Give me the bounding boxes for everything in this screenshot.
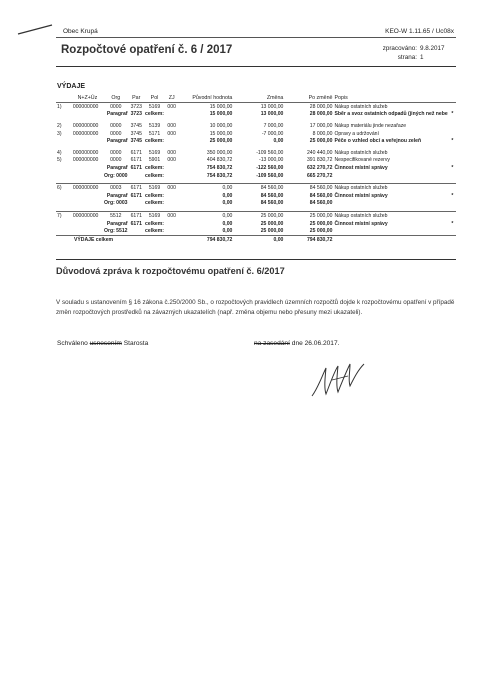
subtotal-row [56, 111, 456, 119]
row-original-value: 10 000,00 [209, 122, 233, 129]
row-change: 7 000,00 [263, 122, 284, 129]
row-number [56, 137, 72, 145]
row-number [56, 164, 72, 172]
section-heading: VÝDAJE [57, 83, 86, 90]
table-row [56, 122, 456, 130]
row-pol: celkem: [145, 172, 164, 179]
approval-struck-word: usnesením [89, 340, 122, 347]
row-description: Nákup materiálu jinde nezařaze [334, 122, 407, 129]
row-pol: celkem: [145, 111, 164, 118]
row-change: -109 560,00 [256, 172, 284, 179]
column-header: Po změně [284, 93, 333, 103]
row-zj [165, 220, 178, 228]
row-org: 0000 [110, 122, 122, 129]
row-description: Péče o vzhled obcí a veřejnou zeleň [334, 138, 422, 145]
row-org: Paragraf [106, 220, 128, 227]
header-mark-spacer [449, 93, 456, 103]
row-nzu: 000000000 [72, 184, 103, 192]
row-original-value: 0,00 [178, 212, 233, 220]
row-nzu [72, 164, 103, 172]
row-change: -13 000,00 [259, 157, 284, 164]
row-mark [449, 103, 456, 111]
row-org: Paragraf [106, 164, 128, 171]
row-pol: celkem: [145, 138, 164, 145]
row-pol: 5171 [148, 130, 161, 137]
row-nzu [72, 192, 103, 200]
row-original-value: 350 000,00 [206, 149, 233, 156]
row-number: 6) [56, 184, 72, 192]
row-original-value: 0,00 [222, 192, 233, 199]
column-header: ZJ [165, 93, 178, 103]
row-description [333, 227, 448, 235]
organization-name: Obec Krupá [63, 28, 98, 35]
row-change: 25 000,00 [260, 228, 284, 235]
row-par [129, 172, 145, 180]
row-pol: 5169 [144, 184, 165, 192]
row-zj: 000 [167, 130, 176, 137]
row-description [333, 200, 448, 208]
row-org: 0000 [110, 157, 122, 164]
row-change: 0,00 [273, 138, 284, 145]
row-org: Org: 0000 [104, 172, 128, 179]
row-par: 3745 [130, 138, 142, 145]
row-description: Nákup ostatních služeb [333, 212, 448, 220]
row-description: Sběr a svoz ostatních odpadů (jiných než nebe [334, 111, 448, 118]
row-nzu [72, 227, 103, 235]
row-after-change: 8 000,00 [312, 130, 333, 137]
row-original-value: 15 000,00 [209, 130, 233, 137]
row-mark [449, 172, 456, 180]
row-zj: 000 [167, 103, 176, 110]
approval-line [57, 340, 148, 347]
row-number [56, 200, 72, 208]
row-mark [449, 227, 456, 235]
row-zj: 000 [165, 184, 178, 192]
column-header: Popis [333, 93, 448, 103]
grand-total-row [56, 235, 456, 243]
processed-date: 9.8.2017 [420, 45, 445, 52]
table-row [56, 184, 456, 192]
row-org: Paragraf [106, 111, 128, 118]
row-zj [165, 111, 178, 119]
row-description: Nespecifikované rezervy [334, 157, 390, 164]
row-number: 3) [57, 130, 62, 137]
row-par: 6171 [130, 149, 142, 156]
row-nzu: 000000000 [72, 212, 103, 220]
subtotal-row [56, 164, 456, 172]
row-original-value: 15 000,00 [209, 111, 233, 118]
row-pol: 5139 [148, 122, 161, 129]
row-change: 25 000,00 [260, 220, 284, 227]
row-org: Paragraf [106, 192, 128, 199]
row-number [56, 172, 72, 180]
table-header-row [56, 93, 456, 103]
row-pol: 5169 [144, 212, 165, 220]
row-original-value: 754 830,72 [206, 164, 233, 171]
row-description [333, 172, 448, 180]
column-header: Původní hodnota [178, 93, 233, 103]
page-number: 1 [420, 54, 424, 61]
table-bottom-rule [56, 259, 456, 260]
row-nzu [72, 220, 103, 228]
row-change: 84 560,00 [260, 200, 284, 207]
row-change: 25 000,00 [233, 212, 284, 220]
row-mark [449, 122, 456, 130]
row-description: Činnost místní správy [334, 164, 388, 171]
row-org: 0000 [110, 103, 122, 110]
grand-total-desc-spacer [333, 235, 448, 243]
row-after-change: 28 000,00 [309, 111, 333, 118]
row-after-change: 25 000,00 [309, 138, 333, 145]
row-zj: 000 [167, 149, 176, 156]
approval-prefix: Schváleno [57, 340, 88, 347]
row-org: Org: 5512 [104, 228, 128, 235]
document-meta [365, 44, 450, 62]
row-after-change: 240 440,00 [306, 149, 333, 156]
row-mark: * [451, 192, 454, 199]
row-par: 3745 [130, 122, 142, 129]
pen-stroke-mark [16, 22, 56, 36]
row-org: 0000 [110, 130, 122, 137]
row-pol: celkem: [145, 192, 164, 199]
row-after-change: 17 000,00 [309, 122, 333, 129]
row-number: 7) [56, 212, 72, 220]
row-nzu: 000000000 [72, 149, 99, 156]
row-number: 2) [57, 122, 62, 129]
row-number: 5) [57, 157, 62, 164]
table-row [56, 149, 456, 157]
subtotal-row [56, 172, 456, 180]
row-original-value: 25 000,00 [209, 138, 233, 145]
column-header: Org [103, 93, 129, 103]
row-pol: 5169 [148, 103, 161, 110]
row-after-change: 84 560,00 [309, 192, 333, 199]
row-zj [165, 227, 178, 235]
row-zj [165, 164, 178, 172]
table-row [56, 212, 456, 220]
page-label: strana: [397, 54, 417, 61]
row-change: 84 560,00 [260, 192, 284, 199]
subtotal-row [56, 200, 456, 208]
row-pol: celkem: [145, 228, 164, 235]
processed-label: zpracováno: [382, 45, 417, 52]
row-par [129, 200, 145, 208]
table-row [56, 103, 456, 111]
row-zj: 000 [167, 122, 176, 129]
row-nzu [72, 172, 103, 180]
row-change: -7 000,00 [261, 130, 284, 137]
column-header: Pol [144, 93, 165, 103]
row-after-change: 665 270,72 [306, 172, 333, 179]
row-pol: 5901 [148, 157, 161, 164]
software-version: KEO-W 1.11.65 / Uc08x [385, 28, 454, 35]
row-org: 5512 [103, 212, 129, 220]
row-mark: * [451, 111, 454, 118]
row-pol: celkem: [145, 164, 164, 171]
subtotal-row [56, 192, 456, 200]
grand-total-change: 0,00 [233, 235, 284, 243]
row-original-value: 0,00 [178, 184, 233, 192]
row-after-change: 28 000,00 [309, 103, 333, 110]
row-par [129, 227, 145, 235]
table-row [56, 157, 456, 165]
row-zj [165, 200, 178, 208]
subtotal-row [56, 220, 456, 228]
row-description: Opravy a udržování [334, 130, 379, 137]
row-nzu: 000000000 [72, 157, 99, 164]
budget-table [56, 93, 456, 244]
row-par: 6171 [129, 212, 145, 220]
row-original-value: 0,00 [222, 220, 233, 227]
row-mark [449, 184, 456, 192]
row-change: -122 560,00 [256, 164, 284, 171]
row-nzu [72, 111, 103, 119]
row-par: 3745 [130, 130, 142, 137]
row-mark: * [451, 138, 454, 145]
row-change: -109 560,00 [256, 149, 284, 156]
row-pol: celkem: [145, 200, 164, 207]
row-zj: 000 [167, 157, 176, 164]
row-par: 6171 [130, 157, 142, 164]
row-description: Nákup ostatních služeb [334, 103, 388, 110]
row-mark [449, 130, 456, 138]
row-org: Org: 0003 [104, 200, 128, 207]
reason-title: Důvodová zpráva k rozpočtovému opatření č. 6/2017 [56, 266, 285, 276]
row-nzu: 000000000 [72, 122, 99, 129]
row-par: 6171 [130, 220, 142, 227]
grand-total-label: VÝDAJE celkem [56, 235, 178, 243]
row-nzu [72, 200, 103, 208]
row-change: 13 000,00 [260, 111, 284, 118]
grand-total-after: 794 830,72 [284, 235, 333, 243]
row-org: 0003 [103, 184, 129, 192]
row-nzu: 000000000 [72, 103, 99, 110]
row-pol: 5169 [148, 149, 161, 156]
row-number: 4) [57, 149, 62, 156]
grand-total-mark-spacer [449, 235, 456, 243]
grand-total-original: 794 830,72 [178, 235, 233, 243]
row-nzu [72, 137, 103, 145]
row-mark [449, 149, 456, 157]
handwritten-signature [308, 358, 368, 400]
row-mark: * [451, 164, 454, 171]
row-number: 1) [57, 103, 62, 110]
header-spacer [56, 93, 72, 103]
subtotal-row [56, 227, 456, 235]
meeting-line [254, 340, 339, 347]
approval-role: Starosta [123, 340, 149, 347]
row-par: 6171 [130, 192, 142, 199]
row-zj [165, 172, 178, 180]
row-nzu: 000000000 [72, 130, 99, 137]
row-after-change: 84 560,00 [309, 200, 333, 207]
row-number [56, 111, 72, 119]
row-original-value: 15 000,00 [209, 103, 233, 110]
row-after-change: 25 000,00 [309, 228, 333, 235]
row-number [56, 227, 72, 235]
meeting-struck: na zasedání [254, 340, 290, 347]
row-after-change: 84 560,00 [284, 184, 333, 192]
row-org: 0000 [110, 149, 122, 156]
row-original-value: 754 830,72 [206, 172, 233, 179]
row-org: Paragraf [106, 138, 128, 145]
row-change: 13 000,00 [260, 103, 284, 110]
row-zj [165, 137, 178, 145]
row-par: 6171 [129, 184, 145, 192]
column-header: Par [129, 93, 145, 103]
row-par: 3723 [130, 103, 142, 110]
table-row [56, 130, 456, 138]
row-description: Nákup ostatních služeb [334, 149, 388, 156]
row-pol: celkem: [145, 220, 164, 227]
row-mark: * [451, 220, 454, 227]
column-header: Změna [233, 93, 284, 103]
row-description: Činnost místní správy [334, 220, 388, 227]
document-title: Rozpočtové opatření č. 6 / 2017 [61, 44, 233, 56]
row-after-change: 25 000,00 [309, 220, 333, 227]
row-par: 3723 [130, 111, 142, 118]
subtotal-row [56, 137, 456, 145]
row-change: 84 560,00 [233, 184, 284, 192]
meeting-date: dne 26.06.2017. [291, 340, 340, 347]
row-original-value: 404 830,72 [206, 157, 233, 164]
row-original-value: 0,00 [222, 200, 233, 207]
row-mark [449, 200, 456, 208]
row-number [56, 192, 72, 200]
row-zj [165, 192, 178, 200]
row-mark [449, 212, 456, 220]
row-mark [449, 157, 456, 165]
row-description: Nákup ostatních služeb [333, 184, 448, 192]
row-number [56, 220, 72, 228]
title-divider [56, 66, 456, 67]
row-par: 6171 [130, 164, 142, 171]
row-after-change: 25 000,00 [284, 212, 333, 220]
row-description: Činnost místní správy [334, 192, 388, 199]
row-after-change: 391 830,72 [306, 157, 333, 164]
row-zj: 000 [165, 212, 178, 220]
row-after-change: 632 270,72 [306, 164, 333, 171]
column-header: N+Z+Úz [72, 93, 103, 103]
row-original-value: 0,00 [222, 228, 233, 235]
reason-paragraph: V souladu s ustanovením § 16 zákona č.250/2000 Sb., o rozpočtových pravidlech územních rozpočtů dojde k rozpočtovému opatření v případě změn rozpočtových prostředků na závazných ukazatelích (např. změna objemu nebo přesuny mezi ukazateli). [56, 299, 455, 316]
header-divider [56, 37, 456, 38]
